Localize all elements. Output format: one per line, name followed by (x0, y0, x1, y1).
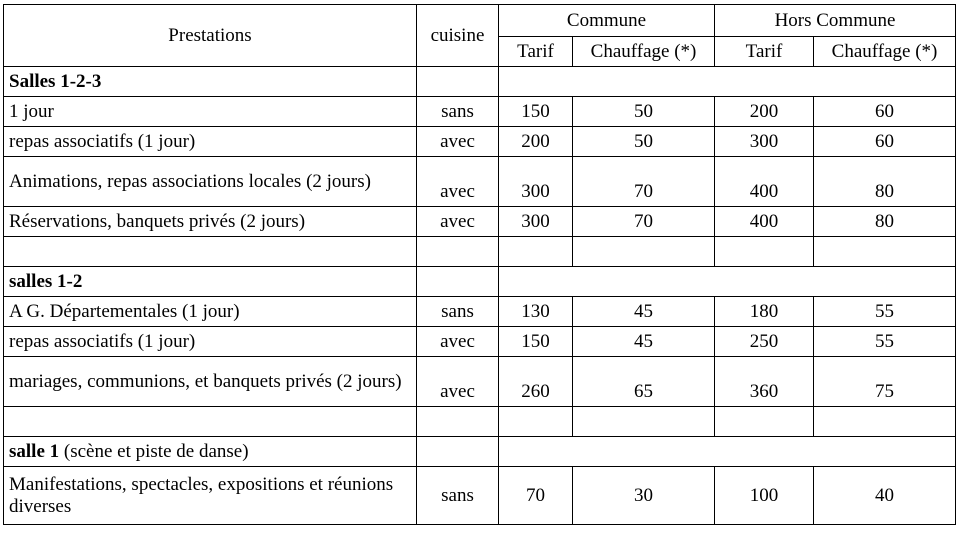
row-label: Réservations, banquets privés (2 jours) (4, 207, 417, 237)
row-commune-tarif: 70 (499, 467, 573, 525)
row-commune-chauffage: 30 (573, 467, 715, 525)
header-commune: Commune (499, 5, 715, 37)
row-hors-chauffage: 80 (814, 207, 956, 237)
empty-cell (417, 437, 499, 467)
row-cuisine: sans (417, 467, 499, 525)
header-hors-commune: Hors Commune (715, 5, 956, 37)
row-hors-tarif: 250 (715, 327, 814, 357)
empty-cell (499, 267, 956, 297)
section-subtitle: (scène et piste de danse) (59, 440, 249, 462)
row-commune-chauffage: 70 (573, 207, 715, 237)
section-title: salles 1-2 (9, 270, 83, 292)
row-cuisine: avec (417, 357, 499, 407)
row-label: Animations, repas associations locales (2 jours) (4, 157, 417, 207)
empty-cell (417, 237, 499, 267)
empty-cell (814, 237, 956, 267)
row-hors-chauffage: 75 (814, 357, 956, 407)
row-commune-chauffage: 70 (573, 157, 715, 207)
row-label: mariages, communions, et banquets privés (2 jours) (4, 357, 417, 407)
row-hors-tarif: 300 (715, 127, 814, 157)
row-commune-chauffage: 45 (573, 297, 715, 327)
empty-cell (417, 67, 499, 97)
row-commune-tarif: 130 (499, 297, 573, 327)
row-cuisine: avec (417, 127, 499, 157)
row-label: A G. Départementales (1 jour) (4, 297, 417, 327)
row-commune-tarif: 150 (499, 97, 573, 127)
row-hors-chauffage: 60 (814, 127, 956, 157)
empty-cell (499, 407, 573, 437)
empty-cell (499, 67, 956, 97)
row-label: 1 jour (4, 97, 417, 127)
row-hors-chauffage: 60 (814, 97, 956, 127)
header-hors-commune-tarif: Tarif (715, 37, 814, 67)
empty-cell (4, 407, 417, 437)
header-hors-commune-chauffage: Chauffage (*) (814, 37, 956, 67)
row-commune-chauffage: 50 (573, 127, 715, 157)
row-cuisine: sans (417, 97, 499, 127)
section-title-cell (4, 437, 417, 467)
row-commune-tarif: 260 (499, 357, 573, 407)
row-cuisine: avec (417, 327, 499, 357)
section-title-cell (4, 67, 417, 97)
empty-cell (715, 407, 814, 437)
section-title: Salles 1-2-3 (9, 70, 102, 92)
row-commune-chauffage: 50 (573, 97, 715, 127)
row-cuisine: avec (417, 157, 499, 207)
empty-cell (573, 237, 715, 267)
empty-cell (4, 237, 417, 267)
row-hors-tarif: 200 (715, 97, 814, 127)
row-hors-chauffage: 40 (814, 467, 956, 525)
row-commune-chauffage: 65 (573, 357, 715, 407)
row-label: repas associatifs (1 jour) (4, 327, 417, 357)
row-commune-tarif: 300 (499, 207, 573, 237)
row-commune-chauffage: 45 (573, 327, 715, 357)
row-hors-chauffage: 80 (814, 157, 956, 207)
empty-cell (499, 237, 573, 267)
row-hors-tarif: 400 (715, 157, 814, 207)
empty-cell (499, 437, 956, 467)
row-hors-chauffage: 55 (814, 327, 956, 357)
row-label: repas associatifs (1 jour) (4, 127, 417, 157)
pricing-table (3, 4, 956, 525)
row-hors-tarif: 100 (715, 467, 814, 525)
row-hors-tarif: 180 (715, 297, 814, 327)
row-label: Manifestations, spectacles, expositions et réunions diverses (4, 467, 417, 525)
empty-cell (573, 407, 715, 437)
row-hors-tarif: 400 (715, 207, 814, 237)
row-commune-tarif: 200 (499, 127, 573, 157)
header-commune-chauffage: Chauffage (*) (573, 37, 715, 67)
row-commune-tarif: 300 (499, 157, 573, 207)
row-hors-chauffage: 55 (814, 297, 956, 327)
header-prestations: Prestations (4, 5, 417, 67)
row-cuisine: avec (417, 207, 499, 237)
row-commune-tarif: 150 (499, 327, 573, 357)
empty-cell (417, 267, 499, 297)
empty-cell (417, 407, 499, 437)
header-cuisine: cuisine (417, 5, 499, 67)
row-cuisine: sans (417, 297, 499, 327)
empty-cell (814, 407, 956, 437)
header-commune-tarif: Tarif (499, 37, 573, 67)
section-title: salle 1 (9, 440, 60, 462)
empty-cell (715, 237, 814, 267)
row-hors-tarif: 360 (715, 357, 814, 407)
section-title-cell (4, 267, 417, 297)
